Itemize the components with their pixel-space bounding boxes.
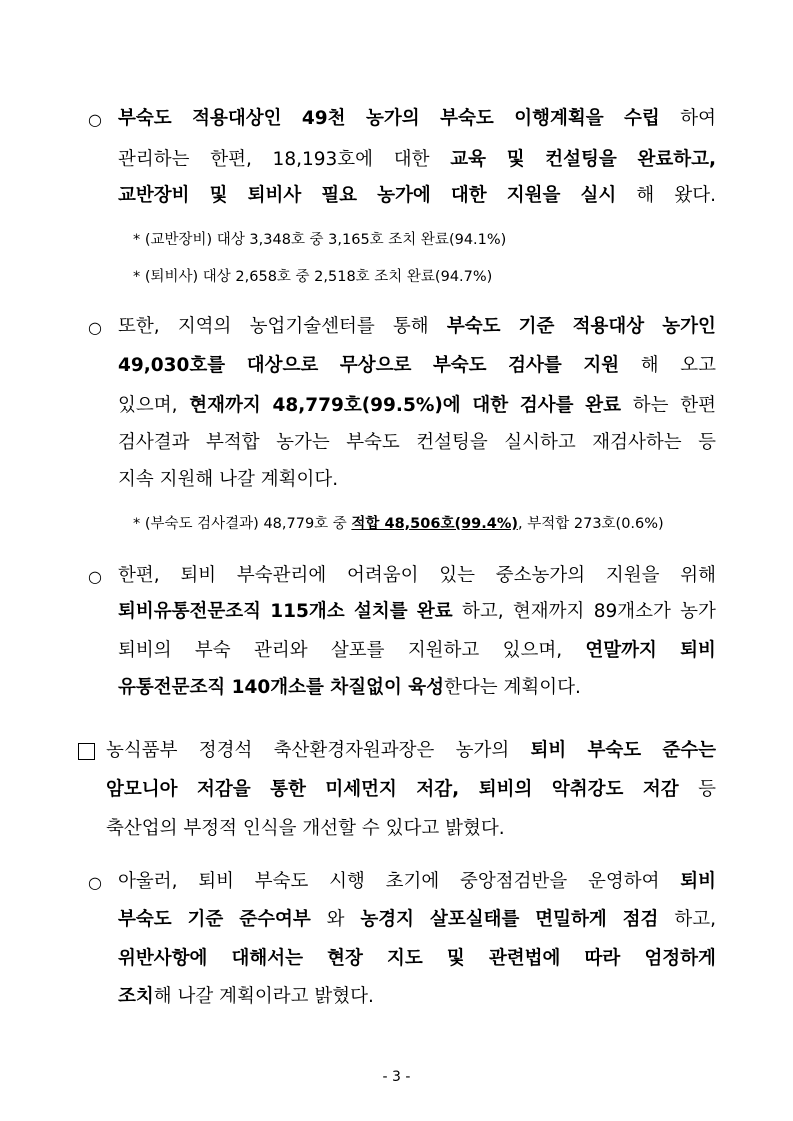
- para4-line1-word-0: 농식품부: [106, 740, 178, 761]
- para5-line4: [118, 984, 374, 1010]
- para3-line1-word-3: 어려움이: [346, 565, 419, 586]
- para3-line3-word-3: 살포를: [330, 640, 385, 661]
- para3-line3-word-5: 있으며,: [502, 640, 563, 661]
- para1-line1-word-0: 부숙도: [118, 108, 172, 129]
- para5-line1-word-4: 초기에: [385, 871, 440, 892]
- para4-line1-word-4: 퇴비: [530, 740, 567, 761]
- para5-line1-word-0: 아울러,: [118, 871, 178, 892]
- para3-line3-word-1: 부숙: [194, 640, 231, 661]
- para3-line1-word-5: 중소농가의: [495, 565, 586, 586]
- para5-line2: [118, 907, 716, 933]
- para3-line1: [118, 563, 716, 589]
- circle-bullet: ○: [88, 110, 102, 129]
- para2-line2-word-6: 해: [640, 355, 659, 376]
- para2-line5: 지속 지원해 나갈 계획이다.: [118, 469, 339, 490]
- para5-line2-word-1: 기준: [187, 909, 224, 930]
- note-inspection-pass: 적합 48,506호(99.4%): [351, 516, 519, 532]
- para1-line2: [118, 147, 716, 173]
- para4-line1-word-5: 부숙도: [587, 740, 642, 761]
- para3-line1-word-2: 부숙관리에: [236, 565, 327, 586]
- para2-line3-word-7: 한편: [680, 395, 716, 416]
- note-inspection-result: [133, 513, 664, 535]
- para2-line3-word-1: 현재까지: [189, 395, 261, 416]
- para2-line2-word-1: 대상으로: [246, 355, 319, 376]
- note-compost-shed: * (퇴비사) 대상 2,658호 중 2,518호 조치 완료(94.7%): [133, 269, 493, 285]
- para5-line1: [118, 869, 716, 895]
- para2-line3-word-4: 검사를: [519, 395, 574, 416]
- square-bullet-icon: [78, 743, 95, 760]
- para2-line3-word-0: 있으며,: [118, 395, 178, 416]
- para1-line1-word-7: 하여: [680, 108, 716, 129]
- para5-line1-word-1: 퇴비: [198, 871, 234, 892]
- para4-line2-word-5: 퇴비의: [478, 779, 533, 800]
- para1-line2-word-4: 교육: [450, 149, 486, 170]
- para5-line1-word-6: 운영하여: [587, 871, 660, 892]
- para5-line3-word-3: 지도: [387, 948, 423, 969]
- para5-line4-seg-1: 해 나갈 계획이라고 밝혔다.: [153, 986, 374, 1007]
- para5-line2-word-6: 면밀하게: [535, 909, 607, 930]
- para1-line1-word-2: 49천: [301, 108, 346, 129]
- para1-line2-word-1: 한편,: [210, 149, 252, 170]
- para1-line2-word-5: 및: [506, 149, 525, 170]
- para2-line4-word-1: 부적합: [205, 432, 260, 453]
- para5-line2-word-4: 농경지: [360, 909, 415, 930]
- para3-line3-word-7: 퇴비: [680, 640, 716, 661]
- para5-line2-word-2: 준수여부: [239, 909, 311, 930]
- note-inspection-prefix: * (부숙도 검사결과) 48,779호 중: [133, 516, 352, 532]
- para2-line4-word-7: 등: [698, 432, 716, 453]
- para3-line2-word-6: 89개소가: [593, 601, 671, 622]
- para2-line3-word-3: 대한: [472, 395, 509, 416]
- para3-line2-word-7: 농가: [680, 601, 716, 622]
- para3-line3-word-6: 연말까지: [585, 640, 657, 661]
- para5-line3-word-0: 위반사항에: [118, 948, 208, 969]
- para4-line2-word-3: 미세먼지: [325, 779, 397, 800]
- para1-line3-word-3: 필요: [321, 185, 358, 206]
- para2-line1-word-1: 지역의: [177, 316, 232, 337]
- para4-line2-word-2: 통한: [270, 779, 306, 800]
- para2-line2-word-7: 오고: [680, 355, 716, 376]
- para1-line3-word-8: 해: [636, 185, 655, 206]
- para4-line1: [106, 738, 716, 764]
- para3-line2-word-0: 퇴비유통전문조직: [118, 601, 261, 622]
- para4-line2-word-6: 악취강도: [551, 779, 624, 800]
- para4-line2-word-0: 암모니아: [106, 779, 178, 800]
- para4-line1-word-2: 축산환경자원과장은: [273, 740, 435, 761]
- para2-line1: [118, 314, 716, 340]
- circle-bullet: ○: [88, 873, 102, 892]
- para5-line3-word-2: 현장: [327, 948, 363, 969]
- para2-line4-word-0: 검사결과: [118, 432, 190, 453]
- para3-line1-word-6: 지원을: [605, 565, 660, 586]
- para5-line2-word-8: 하고,: [674, 909, 716, 930]
- para4-line3: 축산업의 부정적 인식을 개선할 수 있다고 밝혔다.: [106, 818, 505, 839]
- para5-line3-word-6: 따라: [584, 948, 621, 969]
- circle-bullet: ○: [88, 567, 102, 586]
- para3-line1-word-4: 있는: [439, 565, 475, 586]
- para2-line1-word-5: 기준: [518, 316, 555, 337]
- para2-line4-word-5: 실시하고: [504, 432, 576, 453]
- para4-line1-word-1: 정경석: [198, 740, 253, 761]
- para2-line1-word-2: 농업기술센터를: [249, 316, 375, 337]
- para1-line2-word-7: 완료하고,: [637, 149, 716, 170]
- para3-line3-word-4: 지원하고: [407, 640, 480, 661]
- para2-line4: [118, 430, 716, 456]
- para4-line2: [106, 777, 716, 803]
- para2-line2-word-3: 부숙도: [432, 355, 487, 376]
- para2-line1-word-3: 통해: [392, 316, 429, 337]
- para3-line2-word-3: 완료: [416, 601, 453, 622]
- para5-line2-word-5: 살포실태를: [429, 909, 520, 930]
- para2-line1-word-4: 부숙도: [446, 316, 501, 337]
- para2-line4-word-2: 농가는: [276, 432, 330, 453]
- para1-line1-word-4: 부숙도: [440, 108, 494, 129]
- para3-line2: [118, 599, 716, 625]
- para2-line4-word-4: 컨설팅을: [416, 432, 488, 453]
- para1-line2-word-0: 관리하는: [118, 149, 190, 170]
- para3-line2-word-5: 현재까지: [512, 601, 585, 622]
- para3-line4-seg-1: 한다는 계획이다.: [444, 677, 581, 698]
- para3-line1-word-0: 한편,: [118, 565, 160, 586]
- para4-line1-word-6: 준수는: [662, 740, 716, 761]
- para3-line4: [118, 675, 581, 701]
- para1-line3-word-0: 교반장비: [118, 185, 190, 206]
- para5-line2-word-0: 부숙도: [118, 909, 172, 930]
- para1-line1-word-6: 수립: [624, 108, 660, 129]
- para3-line3: [118, 638, 716, 664]
- para1-line3-word-6: 지원을: [506, 185, 561, 206]
- para4-line2-word-1: 저감을: [197, 779, 251, 800]
- circle-bullet: ○: [88, 318, 102, 337]
- para2-line3-word-2: 48,779호(99.5%)에: [272, 395, 461, 416]
- para5-line4-seg-0: 조치: [118, 986, 154, 1007]
- para2-line3: [118, 393, 716, 419]
- note-mixing-equipment: * (교반장비) 대상 3,348호 중 3,165호 조치 완료(94.1%): [133, 232, 507, 248]
- para3-line1-word-1: 퇴비: [180, 565, 217, 586]
- para2-line2-word-0: 49,030호를: [118, 355, 226, 376]
- para1-line2-word-3: 대한: [393, 149, 430, 170]
- para2-line3-word-5: 완료: [585, 395, 622, 416]
- para2-line2: [118, 353, 716, 379]
- para1-line3-word-2: 퇴비사: [247, 185, 302, 206]
- para3-line4-seg-0: 유통전문조직 140개소를 차질없이 육성: [118, 677, 445, 698]
- para3-line3-word-2: 관리와: [253, 640, 308, 661]
- para2-line4-word-3: 부숙도: [346, 432, 400, 453]
- para1-line3-word-9: 왔다.: [674, 185, 716, 206]
- para2-line2-word-2: 무상으로: [339, 355, 412, 376]
- para4-line2-word-4: 저감,: [416, 779, 460, 800]
- para2-line2-word-4: 검사를: [508, 355, 562, 376]
- para1-line2-word-2: 18,193호에: [272, 149, 374, 170]
- para1-line3-word-7: 실시: [580, 185, 617, 206]
- para1-line2-word-6: 컨설팅을: [545, 149, 617, 170]
- para2-line1-word-6: 적용대상: [572, 316, 645, 337]
- para2-line1-word-0: 또한,: [118, 316, 160, 337]
- para5-line1-word-3: 시행: [329, 871, 365, 892]
- para5-line3-word-5: 관련법에: [488, 948, 561, 969]
- para5-line3: [118, 946, 716, 972]
- para3-line2-word-1: 115개소: [270, 601, 345, 622]
- para2-line4-word-6: 재검사하는: [592, 432, 682, 453]
- para5-line1-word-5: 중앙점검반을: [460, 871, 568, 892]
- para5-line1-word-2: 부숙도: [254, 871, 309, 892]
- para5-line3-word-1: 대해서는: [231, 948, 303, 969]
- para3-line2-word-4: 하고,: [461, 601, 504, 622]
- para5-line1-word-7: 퇴비: [680, 871, 716, 892]
- para5-line3-word-7: 엄정하게: [644, 948, 716, 969]
- para2-line2-word-5: 지원: [583, 355, 620, 376]
- para4-line1-word-3: 농가의: [455, 740, 510, 761]
- para1-line1-word-1: 적용대상인: [192, 108, 282, 129]
- para3-line2-word-2: 설치를: [353, 601, 408, 622]
- para1-line3: [118, 183, 716, 209]
- para1-line3-word-5: 대한: [450, 185, 487, 206]
- para2-line1-word-7: 농가인: [662, 316, 716, 337]
- para4-line2-word-8: 등: [698, 779, 716, 800]
- note-inspection-fail: , 부적합 273호(0.6%): [518, 516, 664, 532]
- para1-line3-word-1: 및: [209, 185, 228, 206]
- para1-line3-word-4: 농가에: [377, 185, 431, 206]
- para2-line3-word-6: 하는: [632, 395, 669, 416]
- para5-line3-word-4: 및: [446, 948, 465, 969]
- para5-line2-word-7: 점검: [622, 909, 659, 930]
- page-number: - 3 -: [382, 1069, 411, 1085]
- para1-line1-word-5: 이행계획을: [514, 108, 604, 129]
- para1-line1: [118, 106, 716, 132]
- para5-line2-word-3: 와: [326, 909, 345, 930]
- para3-line1-word-7: 위해: [680, 565, 716, 586]
- para4-line2-word-7: 저감: [642, 779, 679, 800]
- para3-line3-word-0: 퇴비의: [118, 640, 172, 661]
- para1-line1-word-3: 농가의: [366, 108, 420, 129]
